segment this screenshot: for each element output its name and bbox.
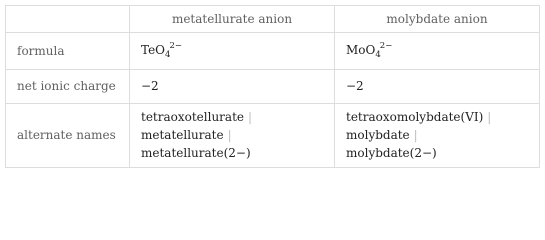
alternate-names-row [6,103,540,167]
name-separator: | [487,110,492,125]
alternate-name: metatellurate(2−) [141,146,251,161]
header-molybdate-anion: molybdate anion [335,6,540,33]
name-separator: | [227,128,232,143]
alternate-name: tetraoxotellurate [141,110,244,125]
name-separator: | [248,110,253,125]
net-ionic-charge-row [6,70,540,103]
net-ionic-charge-label: net ionic charge [6,70,130,103]
formula-subscript: 4 [165,50,171,61]
name-separator: | [413,128,418,143]
alternate-name: molybdate(2−) [346,146,437,161]
formula-base: MoO [346,43,376,58]
alternate-name: metatellurate [141,128,224,143]
formula-label: formula [6,33,130,70]
alternate-name: molybdate [346,128,410,143]
header-row [6,6,540,33]
formula-subscript: 4 [375,50,381,61]
molybdate-alternate-names [335,103,540,167]
molybdate-charge: −2 [335,70,540,103]
header-corner-cell [6,6,130,33]
molybdate-formula [335,33,540,70]
formula-base: TeO [141,43,166,58]
metatellurate-charge: −2 [130,70,335,103]
comparison-table [5,5,540,168]
metatellurate-alternate-names [130,103,335,167]
alternate-names-label: alternate names [6,103,130,167]
alternate-name: tetraoxomolybdate(VI) [346,110,484,125]
formula-charge-superscript: 2− [379,41,393,52]
header-metatellurate-anion: metatellurate anion [130,6,335,33]
formula-row [6,33,540,70]
metatellurate-formula [130,33,335,70]
formula-charge-superscript: 2− [169,41,182,52]
